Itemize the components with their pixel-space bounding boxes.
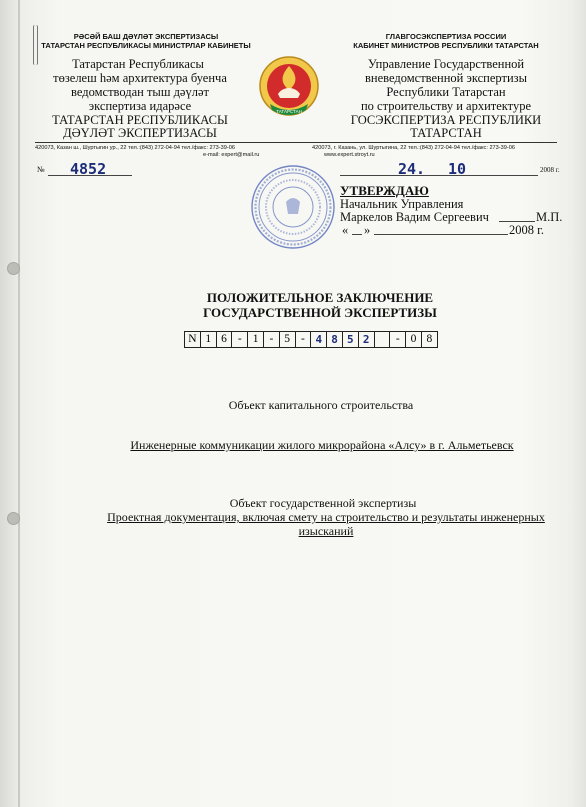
reg-cell (375, 332, 391, 347)
signature-line (499, 221, 535, 222)
address-left: 420073, Казан ш., Шуртыгин ур., 22 тел.:(843) 272-04-94 тел./факс: 273-39-06 (35, 145, 235, 151)
paper-clip-icon (33, 25, 38, 65)
approval-title: УТВЕРЖДАЮ (340, 183, 429, 198)
reg-cell: 5 (343, 332, 359, 347)
reg-cell: - (390, 332, 406, 347)
website-address: www.expert.stroyt.ru (324, 152, 375, 158)
punch-hole (7, 512, 20, 525)
reg-cell: 8 (327, 332, 343, 347)
reg-cell: 8 (426, 333, 433, 345)
doc-year: 2008 г. (540, 166, 560, 174)
reg-cell: - (232, 332, 248, 347)
punch-hole (7, 262, 20, 275)
reg-cell: 1 (248, 332, 264, 347)
doc-number: 4852 (70, 160, 107, 178)
approval-month-line (374, 234, 508, 235)
conclusion-title-line1: ПОЛОЖИТЕЛЬНОЕ ЗАКЛЮЧЕНИЕ (206, 290, 434, 305)
reg-cell: 1 (201, 332, 217, 347)
header-left-line7: ТАТАРСТАН РЕСПУБЛИКАСЫ (52, 113, 228, 127)
reg-cell: 4 (311, 332, 327, 347)
reg-cell: - (264, 332, 280, 347)
header-left-line6: экспертиза идарәсе (88, 99, 192, 113)
header-right-line3: Управление Государственной (367, 57, 525, 71)
header-right-line1: ГЛАВГОСЭКСПЕРТИЗА РОССИИ (385, 32, 507, 41)
approval-date-close: » (364, 223, 371, 237)
header-right-line2: КАБИНЕТ МИНИСТРОВ РЕСПУБЛИКИ ТАТАРСТАН (353, 41, 539, 50)
header-right-line6: по строительству и архитектуре (360, 99, 532, 113)
approval-day-line (352, 234, 362, 235)
doc-date-month: 10 (448, 160, 467, 178)
email-address: e-mail: expert@mail.ru (203, 152, 260, 158)
header-left-line1: РӘСӘЙ БАШ ДӘҮЛӘТ ЭКСПЕРТИЗАСЫ (73, 32, 219, 41)
approval-year: 2008 г. (509, 223, 544, 237)
doc-date-line (340, 175, 538, 176)
doc-date-day: 24. (398, 160, 426, 178)
expertise-line1: Проектная документация, включая смету на строительство и результаты инженерных (107, 510, 545, 524)
header-left-line4: төзелеш һәм архитектура буенча (53, 71, 227, 85)
reg-cell: 6 (217, 332, 233, 347)
emblem-text: ТАТАРСТАН (276, 109, 302, 114)
header-left-line2: ТАТАРСТАН РЕСПУБЛИКАСЫ МИНИСТРЛАР КАБИНЕТЫ (41, 41, 251, 50)
header-left-line8: ДӘҮЛӘТ ЭКСПЕРТИЗАСЫ (63, 126, 217, 140)
object-name: Инженерные коммуникации жилого микрорайона «Алсу» в г. Альметьевск (130, 438, 514, 452)
reg-cell: 2 (359, 332, 375, 347)
reg-cell: 0 (406, 332, 422, 347)
approval-date-open: « (342, 223, 349, 237)
address-right: 420073, г. Казань, ул. Шуртыгина, 22 тел.:(843) 272-04-94 тел./факс: 273-39-06 (312, 145, 515, 151)
header-left-line3: Татарстан Республикасы (72, 57, 204, 71)
approval-name: Маркелов Вадим Сергеевич (340, 210, 489, 224)
expertise-line2: изысканий (298, 524, 354, 538)
official-stamp (250, 164, 336, 250)
object-label: Объект капитального строительства (228, 398, 414, 412)
registration-number-grid (184, 331, 438, 348)
reg-cell: N (185, 332, 201, 347)
header-right-line7: ГОСЭКСПЕРТИЗА РЕСПУБЛИКИ (350, 113, 542, 127)
approval-mp: М.П. (536, 210, 563, 224)
expertise-label: Объект государственной экспертизы (229, 496, 417, 510)
approval-position: Начальник Управления (340, 197, 464, 211)
tatarstan-emblem-icon (258, 54, 320, 122)
page-fold (18, 0, 20, 807)
conclusion-title-line2: ГОСУДАРСТВЕННОЙ ЭКСПЕРТИЗЫ (203, 305, 437, 320)
doc-number-prefix: № (37, 165, 45, 174)
reg-cell: 5 (280, 332, 296, 347)
reg-cell: - (296, 332, 312, 347)
header-right-line8: ТАТАРСТАН (410, 126, 482, 140)
header-divider (35, 142, 557, 143)
header-right-line4: вневедомственной экспертизы (365, 71, 527, 85)
header-left-line5: ведомстводан тыш дәүләт (71, 85, 209, 99)
header-right-line5: Республики Татарстан (386, 85, 506, 99)
